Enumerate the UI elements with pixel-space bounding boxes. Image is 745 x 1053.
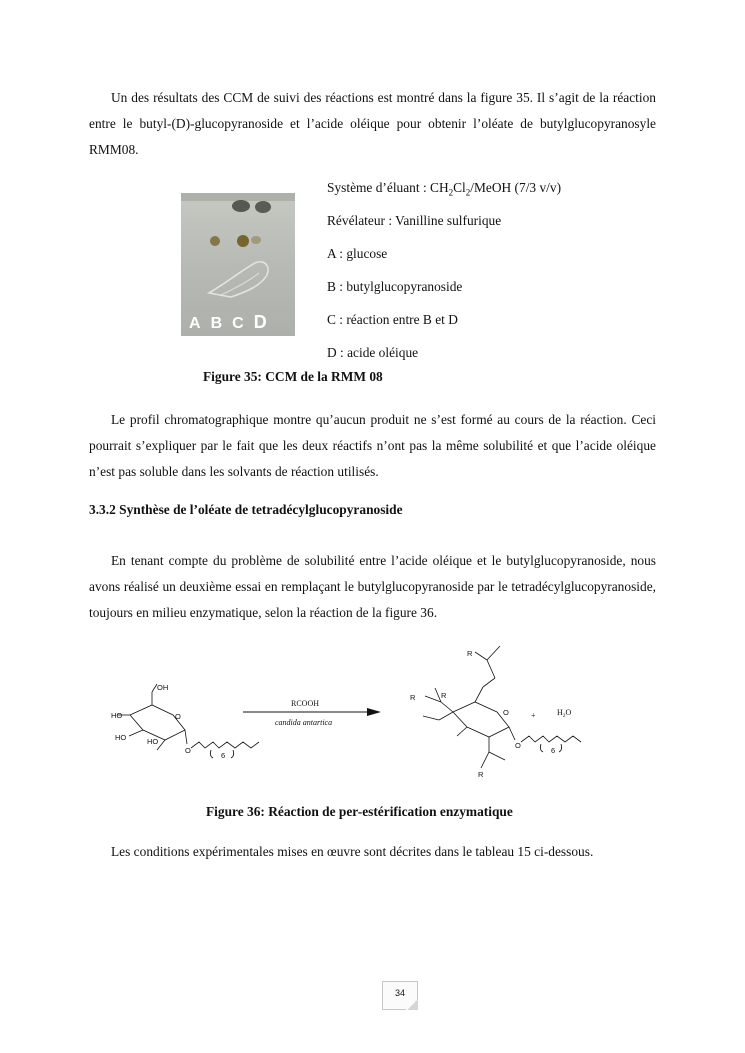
reactant-ho-1: HO xyxy=(111,711,123,720)
spot-lane-b xyxy=(237,235,249,247)
reactant-ho-2: HO xyxy=(115,733,127,742)
spot-lane-c xyxy=(251,236,261,244)
page-number-box xyxy=(382,981,418,1010)
solvent-front-spot xyxy=(232,200,250,212)
lane-label-b: B xyxy=(210,315,223,332)
figure36-caption: Figure 36: Réaction de per-estérification enzymatique xyxy=(206,804,513,819)
reactant-link-o: O xyxy=(185,746,191,755)
plus-sign: + xyxy=(531,711,536,720)
tlc-plate-photo xyxy=(181,193,295,336)
arrow-head xyxy=(367,708,381,716)
figure35-legend xyxy=(327,178,561,376)
page-fold-icon xyxy=(406,1000,418,1010)
product-chain-repeat: 6 xyxy=(551,746,556,755)
conditions-paragraph: Les conditions expérimentales mises en œuvre sont décrites dans le tableau 15 ci-dessous. xyxy=(111,844,594,859)
reactant-oh: OH xyxy=(157,683,169,692)
byproduct-water: $H_2O$ xyxy=(557,708,572,719)
reaction-scheme xyxy=(95,632,655,792)
second-trial-paragraph: En tenant compte du problème de solubilité entre l’acide oléique et le butylglucopyranoside, nous avons réalisé un deuxième essai en remplaçant le butylglucopyranoside par le tetradécylglucopyranoside, toujours en milieu enzymatique, selon la réaction de la figure 36. xyxy=(89,553,656,620)
product-structure xyxy=(423,646,581,768)
reactant-ho-3: HO xyxy=(147,737,159,746)
legend-b: B : butylglucopyranoside xyxy=(327,279,463,294)
solvent-front-spot xyxy=(255,201,271,213)
product-ring-o: O xyxy=(503,708,509,717)
legend-c: C : réaction entre B et D xyxy=(327,312,458,327)
lane-label-d: D xyxy=(253,312,267,332)
figure35-caption: Figure 35: CCM de la RMM 08 xyxy=(203,369,383,384)
lane-labels xyxy=(189,312,277,333)
legend-revealer: Révélateur : Vanilline sulfurique xyxy=(327,213,502,228)
spot-lane-a xyxy=(210,236,220,246)
lane-label-a: A xyxy=(189,315,201,332)
legend-d: D : acide oléique xyxy=(327,345,419,360)
page-number: 34 xyxy=(394,988,405,998)
product-link-o: O xyxy=(515,741,521,750)
reagent-label: RCOOH xyxy=(291,699,320,708)
profile-paragraph: Le profil chromatographique montre qu’aucun produit ne s’est formé au cours de la réaction. Ceci pourrait s’expliquer par le fait que les deux réactifs n’ont pas la même solubilité et que l’acide oléique n’est pas soluble dans les solvants de réaction utilisés. xyxy=(89,412,656,479)
section-heading: 3.3.2 Synthèse de l’oléate de tetradécylglucopyranoside xyxy=(89,502,403,517)
reactant-chain-repeat: 6 xyxy=(221,751,226,760)
lane-label-c: C xyxy=(232,315,244,332)
catalyst-label: candida antartica xyxy=(275,718,333,727)
legend-a: A : glucose xyxy=(327,246,388,261)
product-r-2: R xyxy=(410,693,416,702)
product-r-3: R xyxy=(441,691,447,700)
legend-eluent: Système d’éluant : $CH_2Cl_2$/MeOH (7/3 v/v) xyxy=(327,180,562,198)
tlc-streak-outline xyxy=(209,262,268,297)
product-r-1: R xyxy=(467,649,473,658)
reactant-ring-o: O xyxy=(175,712,181,721)
intro-paragraph: Un des résultats des CCM de suivi des réactions est montré dans la figure 35. Il s’agit de la réaction entre le butyl-(D)-glucopyranoside et l’acide oléique pour obtenir l’oléate de butylglucopyranosyle RMM08. xyxy=(89,90,656,157)
product-r-4: R xyxy=(478,770,484,779)
